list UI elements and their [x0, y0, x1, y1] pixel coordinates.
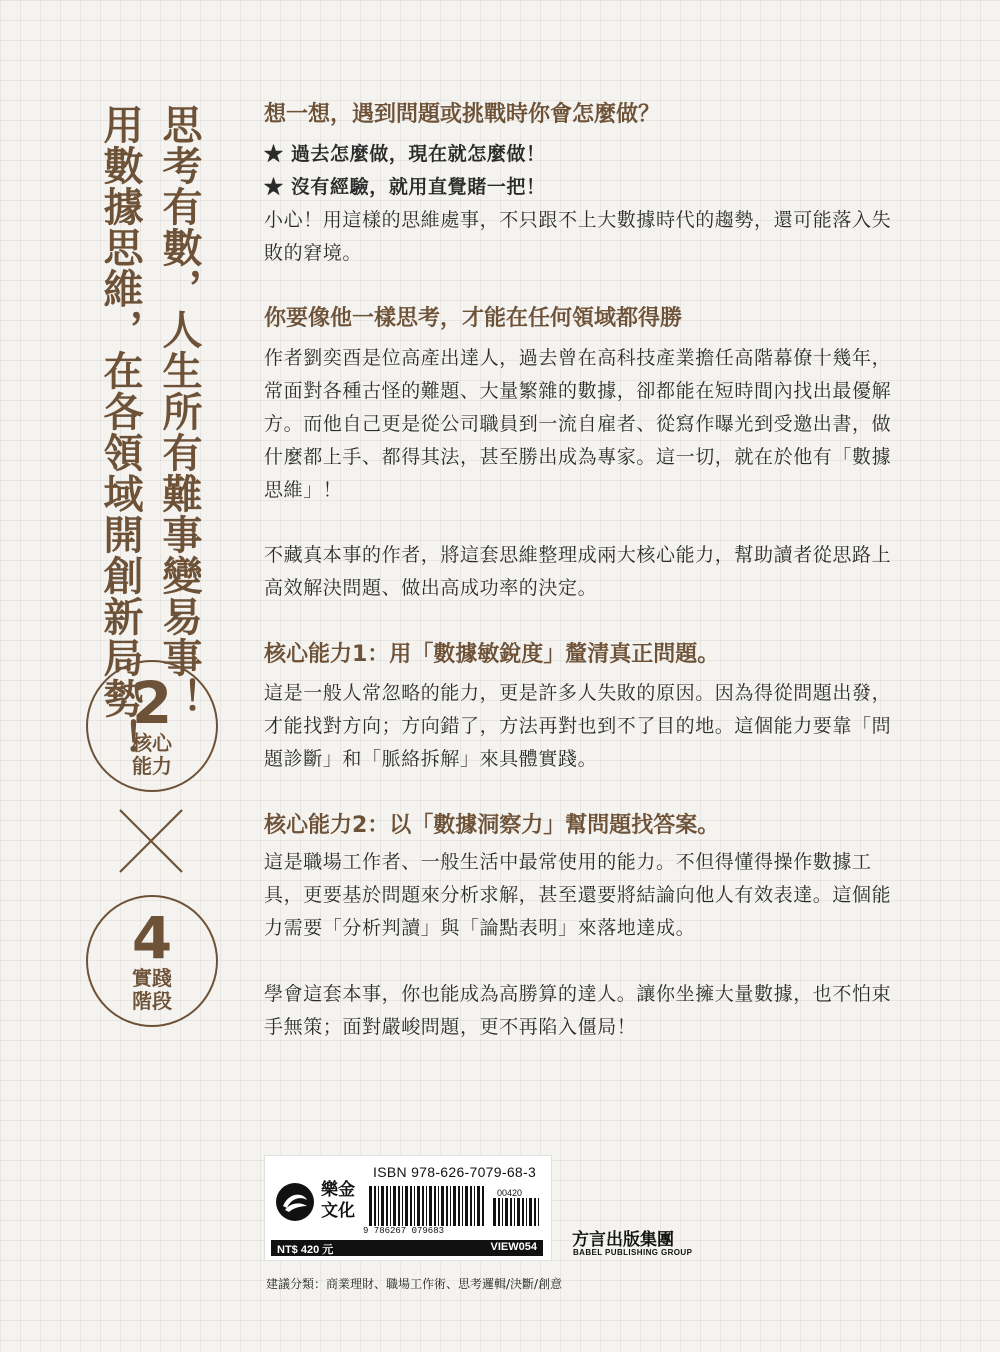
barcode-addon-icon [493, 1198, 541, 1226]
barcode-bar [526, 1198, 527, 1226]
section-1-bullet-1: ★ 過去怎麼做，現在就怎麼做！ [264, 143, 546, 165]
barcode-bar [458, 1186, 460, 1226]
barcode-bar [505, 1198, 508, 1226]
section-4-body-2: 學會這套本事，你也能成為高勝算的達人。讓你坐擁大量數據，也不怕束手無策；面對嚴峻問題，更不再陷入僵局！ [264, 983, 892, 1038]
barcode-bar [462, 1186, 463, 1226]
barcode-bar [450, 1186, 451, 1226]
slogan-primary: 思考有數，人生所有難事變易事！ [156, 104, 202, 719]
badge-label-line1: 實踐 [132, 966, 172, 990]
section-2-body-2: 不藏真本事的作者，將這套思維整理成兩大核心能力，幫助讀者從思路上高效解決問題、做出高成功率的決定。 [264, 544, 892, 599]
barcode-bar [393, 1186, 396, 1226]
barcode-bar [529, 1198, 532, 1226]
practice-stage-badge [86, 895, 218, 1027]
barcode-bar [422, 1186, 424, 1226]
barcode-bar [493, 1198, 496, 1226]
price-bar [271, 1240, 543, 1256]
barcode-bar [498, 1198, 500, 1226]
barcode-bar [482, 1186, 484, 1226]
barcode-addon-code: 00420 [497, 1188, 523, 1198]
series-code: VIEW054 [490, 1241, 537, 1253]
barcode-bar [434, 1186, 436, 1226]
barcode-bar [369, 1186, 372, 1226]
barcode-bar [381, 1186, 384, 1226]
barcode-bar [402, 1186, 403, 1226]
badge-label-line1: 核心 [132, 731, 172, 755]
barcode-bar [426, 1186, 427, 1226]
isbn-number: ISBN 978-626-7079-68-3 [373, 1164, 537, 1180]
barcode-bar [378, 1186, 379, 1226]
barcode-bar [474, 1186, 475, 1226]
barcode-bar [517, 1198, 520, 1226]
barcode-bar [390, 1186, 391, 1226]
barcode-bar [386, 1186, 388, 1226]
barcode-bar [453, 1186, 456, 1226]
section-2-body-1: 作者劉奕酉是位高產出達人，過去曾在高科技產業擔任高階幕僚十幾年，常面對各種古怪的難題、大量繁雜的數據，卻都能在短時間內找出最優解方。而他自己更是從公司職員到一流自雇者、從寫作曝光到受邀出書，做什麼都上手、都得其法，甚至勝出成為專家。這一切，就在於他有「數據思維」！ [264, 347, 892, 501]
barcode-bar [410, 1186, 412, 1226]
barcode-bar [374, 1186, 376, 1226]
badge-number: 4 [131, 904, 173, 972]
barcode-bar [398, 1186, 400, 1226]
barcode-bar [417, 1186, 420, 1226]
section-4-heading: 核心能力2：以「數據洞察力」幫問題找答案。 [264, 813, 720, 838]
barcode-bar [441, 1186, 444, 1226]
publisher-name-line2: 文化 [321, 1201, 355, 1221]
publisher-logo-icon [275, 1182, 315, 1222]
barcode-bar [522, 1198, 524, 1226]
core-ability-badge [86, 660, 218, 792]
barcode-bar [502, 1198, 503, 1226]
barcode-bar [405, 1186, 408, 1226]
publisher-name [321, 1180, 361, 1222]
barcode-icon [369, 1186, 487, 1226]
slogan-secondary: 用數據思維，在各領域開創新局勢！ [97, 104, 143, 760]
barcode-bar [429, 1186, 432, 1226]
barcode-bar [470, 1186, 472, 1226]
publisher-name-line1: 樂金 [321, 1180, 355, 1200]
section-1-body: 小心！用這樣的思維處事，不只跟不上大數據時代的趨勢，還可能落入失敗的窘境。 [264, 209, 892, 264]
section-1-bullet-2: ★ 沒有經驗，就用直覺賭一把！ [264, 176, 546, 198]
barcode-bar [538, 1198, 539, 1226]
barcode-bar [510, 1198, 512, 1226]
barcode-bar [465, 1186, 468, 1226]
section-2-heading: 你要像他一樣思考，才能在任何領域都得勝 [264, 306, 683, 331]
barcode-bar [534, 1198, 536, 1226]
badge-number: 2 [131, 669, 173, 737]
section-4-body-1: 這是職場工作者、一般生活中最常使用的能力。不但得懂得操作數據工具，更要基於問題來分析求解，甚至還要將結論向他人有效表達。這個能力需要「分析判讀」與「論點表明」來落地達成。 [264, 851, 892, 939]
suggested-category: 建議分類：商業理財、職場工作術、思考邏輯/決斷/創意 [266, 1277, 563, 1291]
badge-label-line2: 能力 [132, 754, 172, 778]
barcode-panel [264, 1155, 552, 1261]
barcode-digits: 9 786267 079683 [363, 1226, 445, 1236]
multiplication-icon [118, 808, 184, 874]
section-3-body: 這是一般人常忽略的能力，更是許多人失敗的原因。因為得從問題出發，才能找對方向；方向錯了，方法再對也到不了目的地。這個能力要靠「問題診斷」和「脈絡拆解」來具體實踐。 [264, 682, 892, 770]
barcode-bar [414, 1186, 415, 1226]
section-1-heading: 想一想，遇到問題或挑戰時你會怎麼做？ [264, 102, 661, 127]
section-3-heading: 核心能力1：用「數據敏銳度」釐清真正問題。 [264, 642, 720, 667]
barcode-bar [446, 1186, 448, 1226]
badge-label-line2: 階段 [132, 989, 172, 1013]
barcode-bar [477, 1186, 480, 1226]
barcode-bar [438, 1186, 439, 1226]
barcode-bar [514, 1198, 515, 1226]
publisher-group-name-en: BABEL PUBLISHING GROUP [573, 1248, 693, 1257]
price: NT$ 420 元 [277, 1244, 334, 1256]
publisher-group-name: 方言出版集團 [572, 1230, 674, 1250]
